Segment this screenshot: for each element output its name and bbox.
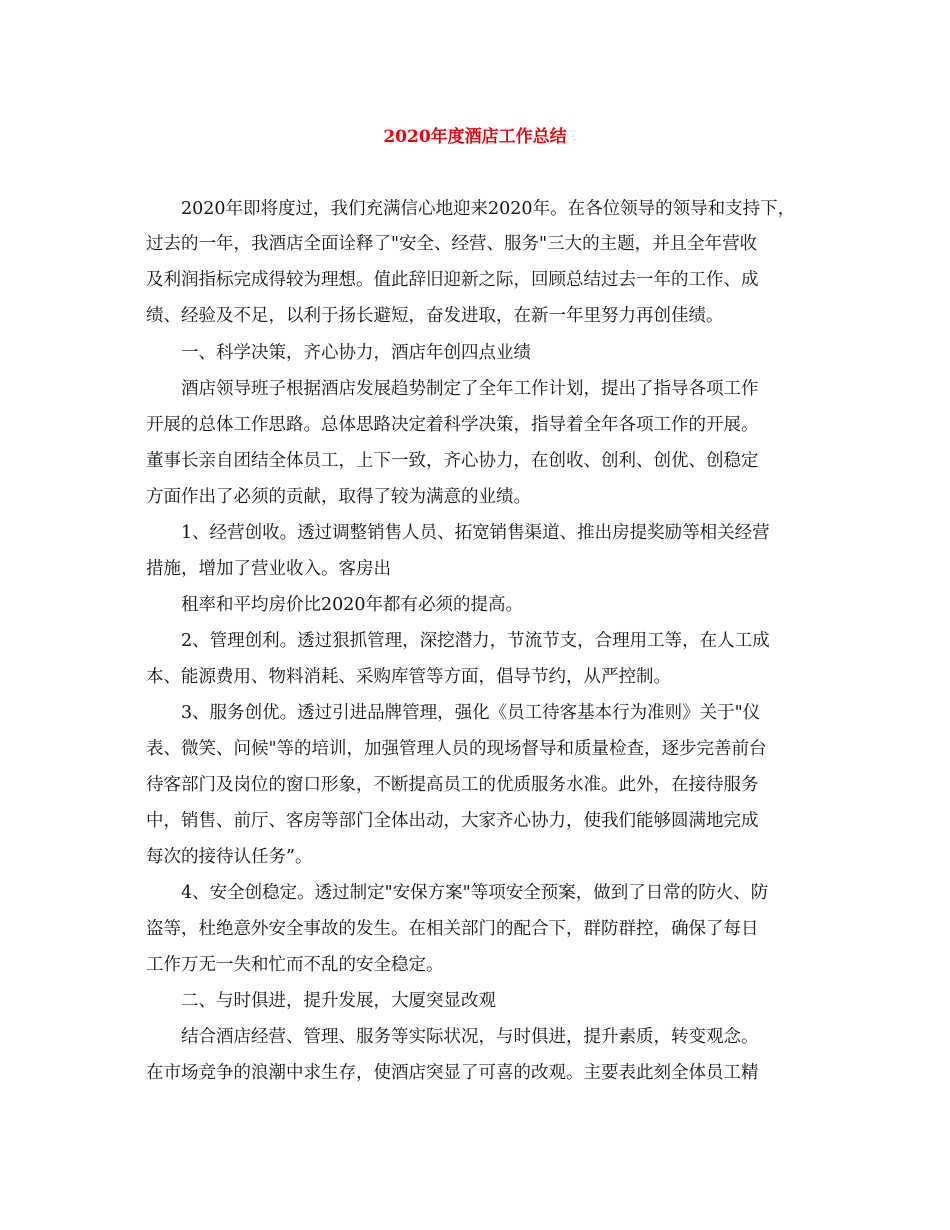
paragraph-line: 过去的一年，我酒店全面诠释了"安全、经营、服务"三大的主题，并且全年营收 [146,234,758,254]
paragraph-line: 酒店领导班子根据酒店发展趋势制定了全年工作计划，提出了指导各项工作 [181,379,759,399]
paragraph-line: 租率和平均房价比2020年都有必须的提高。 [181,595,524,615]
paragraph-line: 每次的接待认任务”。 [146,847,313,867]
paragraph-line: 盗等，杜绝意外安全事故的发生。在相关部门的配合下，群防群控，确保了每日 [146,919,759,939]
paragraph-line: 绩、经验及不足，以利于扬长避短，奋发进取，在新一年里努力再创佳绩。 [146,306,724,326]
document-title: 2020年度酒店工作总结 [383,127,567,147]
paragraph-line: 及利润指标完成得较为理想。值此辞旧迎新之际，回顾总结过去一年的工作、成 [146,270,759,290]
paragraph-line: 中，销售、前厅、客房等部门全体出动，大家齐心协力，使我们能够圆满地完成 [146,811,759,831]
paragraph-line: 3、服务创优。透过引进品牌管理，强化《员工待客基本行为准则》关于"仪 [181,703,761,723]
paragraph-line: 1、经营创收。透过调整销售人员、拓宽销售渠道、推出房提奖励等相关经营 [181,523,770,543]
section-heading: 二、与时俱进，提升发展，大厦突显改观 [181,991,496,1011]
paragraph-line: 待客部门及岗位的窗口形象，不断提高员工的优质服务水准。此外，在接待服务 [146,775,759,795]
paragraph-line: 4、安全创稳定。透过制定"安保方案"等项安全预案，做到了日常的防火、防 [181,883,769,903]
paragraph-line: 结合酒店经营、管理、服务等实际状况，与时俱进，提升素质，转变观念。 [181,1027,759,1047]
paragraph-line: 董事长亲自团结全体员工，上下一致，齐心协力，在创收、创利、创优、创稳定 [146,451,759,471]
paragraph-line: 表、微笑、问候"等的培训，加强管理人员的现场督导和质量检查，逐步完善前台 [146,739,767,759]
paragraph-line: 2、管理创利。透过狠抓管理，深挖潜力，节流节支，合理用工等，在人工成 [181,631,770,651]
paragraph-line: 2020年即将度过，我们充满信心地迎来2020年。在各位领导的领导和支持下， [181,199,796,219]
section-heading: 一、科学决策，齐心协力，酒店年创四点业绩 [181,343,531,363]
paragraph-line: 方面作出了必须的贡献，取得了较为满意的业绩。 [146,487,531,507]
paragraph-line: 本、能源费用、物料消耗、采购库管等方面，倡导节约，从严控制。 [146,667,671,687]
paragraph-line: 措施，增加了营业收入。客房出 [146,559,391,579]
paragraph-line: 开展的总体工作思路。总体思路决定着科学决策，指导着全年各项工作的开展。 [146,415,759,435]
paragraph-line: 工作万无一失和忙而不乱的安全稳定。 [146,955,444,975]
paragraph-line: 在市场竞争的浪潮中求生存，使酒店突显了可喜的改观。主要表此刻全体员工精 [146,1063,759,1083]
